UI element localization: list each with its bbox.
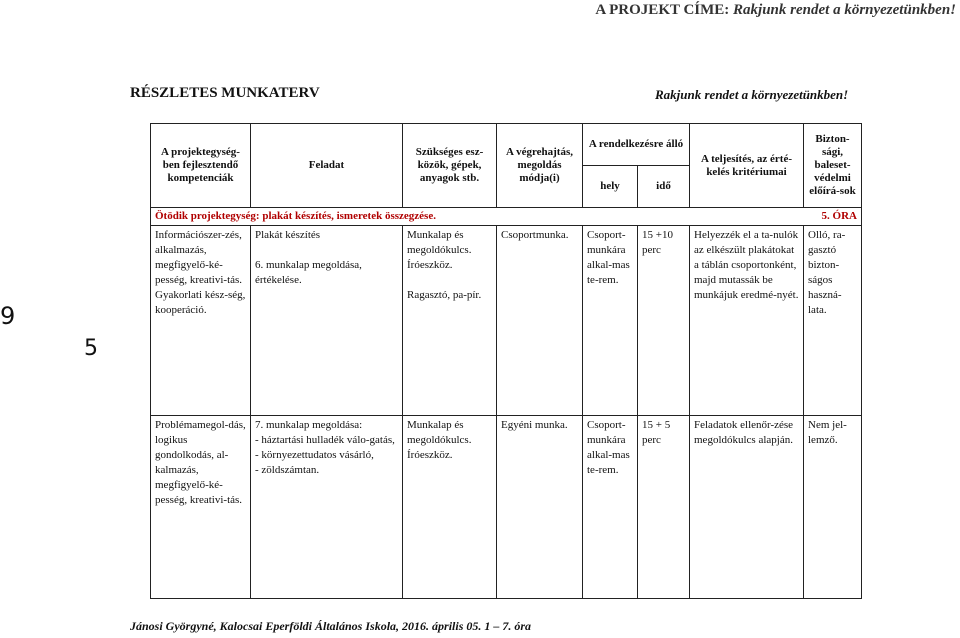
section-row [151,208,862,226]
header-time: idő [638,166,690,208]
side-number-5: 5 [84,336,98,361]
row1-time: 15 +10 perc [638,226,690,416]
row2-competencies: Problémamegol-dás, logikus gondolkodás, al-kalmazás, megfigyelő-ké-pesség, kreativi-tás. [151,416,251,599]
section-hour: 5. ÓRA [821,210,857,222]
row2-time: 15 + 5 perc [638,416,690,599]
side-number-9: 9 [0,302,16,330]
document-title: RÉSZLETES MUNKATERV [130,85,320,101]
header-task: Feladat [251,124,403,208]
row1-tools: Munkalap és megoldókulcs. Íróeszköz. Ragasztó, pa-pír. [403,226,497,416]
section-cell [151,208,862,226]
header-competencies: A projektegység-ben fejlesztendő kompetenciák [151,124,251,208]
row2-safety: Nem jel-lemző. [804,416,862,599]
table-header-row [151,124,862,166]
header-place: hely [583,166,638,208]
project-title-label: A PROJEKT CÍME: [595,2,730,18]
row1-task: Plakát készítés 6. munkalap megoldása, értékelése. [251,226,403,416]
row1-place: Csoport-munkára alkal-mas te-rem. [583,226,638,416]
document-subtitle: Rakjunk rendet a környezetünkben! [655,87,849,102]
row1-method: Csoportmunka. [497,226,583,416]
header-criteria: A teljesítés, az érté-kelés kritériumai [690,124,804,208]
row1-safety: Olló, ra-gasztó bizton-ságos haszná-lata. [804,226,862,416]
project-title-text: Rakjunk rendet a környezetünkben! [733,2,956,18]
table-row [151,226,862,416]
row1-criteria: Helyezzék el a ta-nulók az elkészült plakátokat a táblán csoportonként, majd mutassák be munkájuk eredmé-nyét. [690,226,804,416]
header-available: A rendelkezésre álló [583,124,690,166]
document-footer: Jánosi Györgyné, Kalocsai Eperföldi Általános Iskola, 2016. április 05. 1 – 7. óra [130,619,532,633]
table-row [151,416,862,599]
header-tools: Szükséges esz-közök, gépek, anyagok stb. [403,124,497,208]
work-plan-table [150,123,862,599]
project-title-heading [595,2,956,19]
row2-place: Csoport-munkára alkal-mas te-rem. [583,416,638,599]
row1-competencies: Információszer-zés, alkalmazás, megfigyelő-ké-pesség, kreativi-tás. Gyakorlati kész-ség, kooperáció. [151,226,251,416]
row2-tools: Munkalap és megoldókulcs. Íróeszköz. [403,416,497,599]
row2-criteria: Feladatok ellenőr-zése megoldókulcs alapján. [690,416,804,599]
row2-task: 7. munkalap megoldása: - háztartási hulladék válo-gatás, - környezettudatos vásárló, - zöldszámtan. [251,416,403,599]
header-method: A végrehajtás, megoldás módja(i) [497,124,583,208]
section-title: Ötödik projektegység: plakát készítés, ismeretek összegzése. [155,210,436,222]
header-safety: Bizton-sági, baleset-védelmi előírá-sok [804,124,862,208]
row2-method: Egyéni munka. [497,416,583,599]
